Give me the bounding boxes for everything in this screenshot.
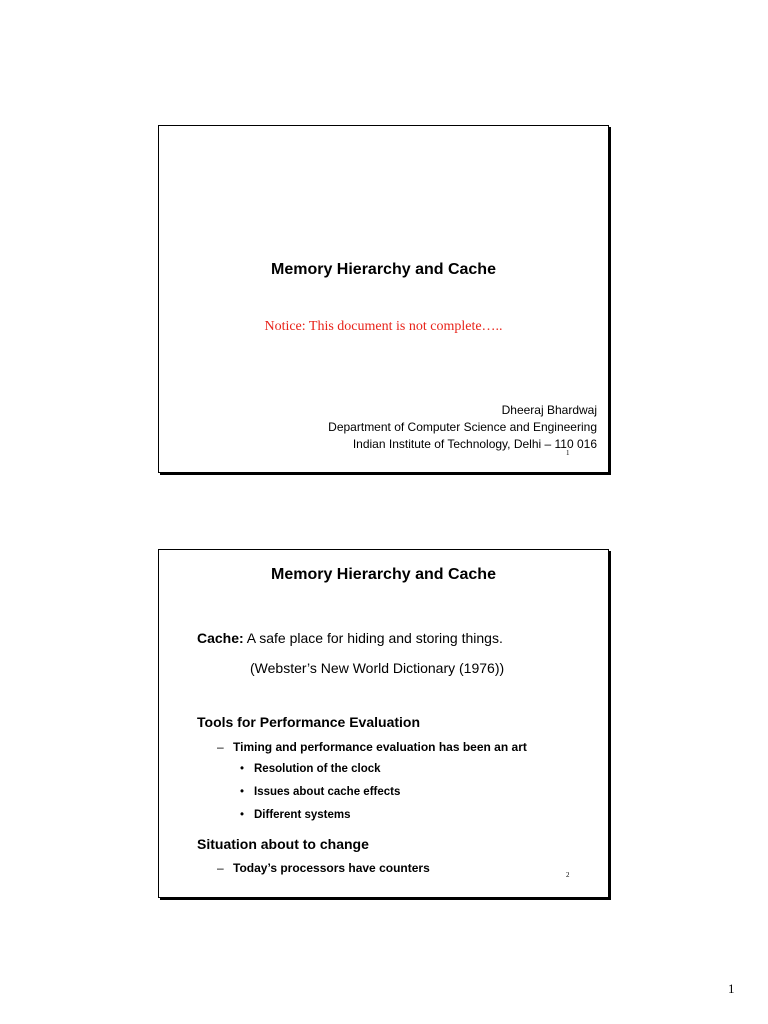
bullet-item: • Issues about cache effects — [240, 786, 401, 798]
list-item: – Timing and performance evaluation has been an art — [217, 740, 527, 754]
page-number: 1 — [728, 981, 735, 996]
bullet-marker: • — [240, 809, 245, 821]
slide-2 — [158, 549, 609, 898]
author-name: Dheeraj Bhardwaj — [501, 403, 597, 417]
author-department: Department of Computer Science and Engineering — [328, 420, 597, 434]
bullet-item: • Resolution of the clock — [240, 763, 381, 775]
bullet-marker: • — [240, 763, 245, 775]
author-institute: Indian Institute of Technology, Delhi – 110 016 — [352, 437, 597, 451]
heading-situation: Situation about to change — [197, 836, 369, 852]
citation: (Webster’s New World Dictionary (1976)) — [250, 660, 505, 676]
heading-tools: Tools for Performance Evaluation — [197, 714, 421, 730]
list-item: – Today’s processors have counters — [217, 861, 430, 875]
slide-number: 1 — [566, 449, 570, 457]
cache-definition — [197, 630, 503, 646]
slide-title: Memory Hierarchy and Cache — [271, 261, 496, 278]
dash-marker: – — [217, 740, 224, 754]
bullet-marker: • — [240, 786, 245, 798]
slide-title: Memory Hierarchy and Cache — [271, 566, 496, 583]
slide-number: 2 — [566, 871, 570, 879]
dash-marker: – — [217, 861, 224, 875]
bullet-item: • Different systems — [240, 809, 351, 821]
notice-text: Notice: This document is not complete….. — [264, 319, 503, 334]
cache-text: A safe place for hiding and storing things. — [243, 630, 503, 646]
slide-1 — [158, 125, 609, 473]
cache-label: Cache: — [197, 630, 244, 646]
